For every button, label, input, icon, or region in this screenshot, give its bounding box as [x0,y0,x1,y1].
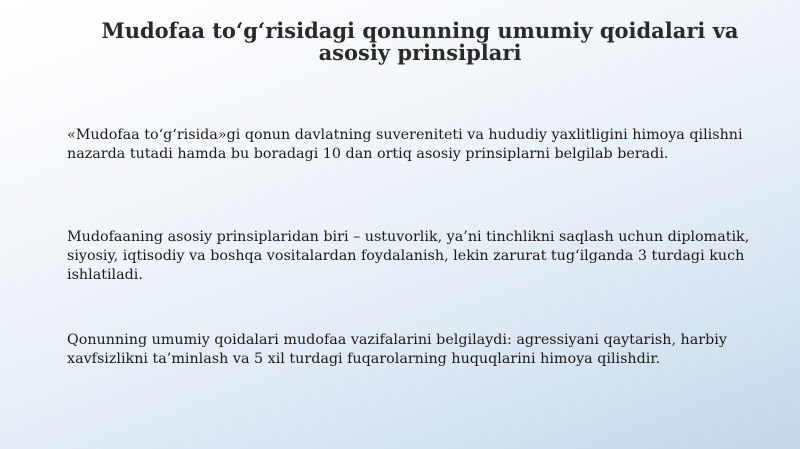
paragraph-law-purpose: «Mudofaa to‘g‘risida»gi qonun davlatning suvereniteti va hududiy yaxlitligini himoya qilishni nazarda tutadi hamda bu boradagi 10 dan ortiq asosiy prinsiplarni belgilab beradi. [67,127,743,162]
slide-title: Mudofaa to‘g‘risidagi qonunning umumiy qoidalari va asosiy prinsiplari [101,18,739,65]
paragraph-priority-principle: Mudofaaning asosiy prinsiplaridan biri – ustuvorlik, ya’ni tinchlikni saqlash uchun diplomatik, siyosiy, iqtisodiy va boshqa vositalardan foydalanish, lekin zarurat tug‘ilganda 3 turdagi kuch ishlatiladi. [67,229,750,283]
paragraph-general-rules: Qonunning umumiy qoidalari mudofaa vazifalarini belgilaydi: agressiyani qaytarish, harbiy xavfsizlikni ta’minlash va 5 xil turdagi fuqarolarning huquqlarini himoya qilishdir. [67,332,727,367]
